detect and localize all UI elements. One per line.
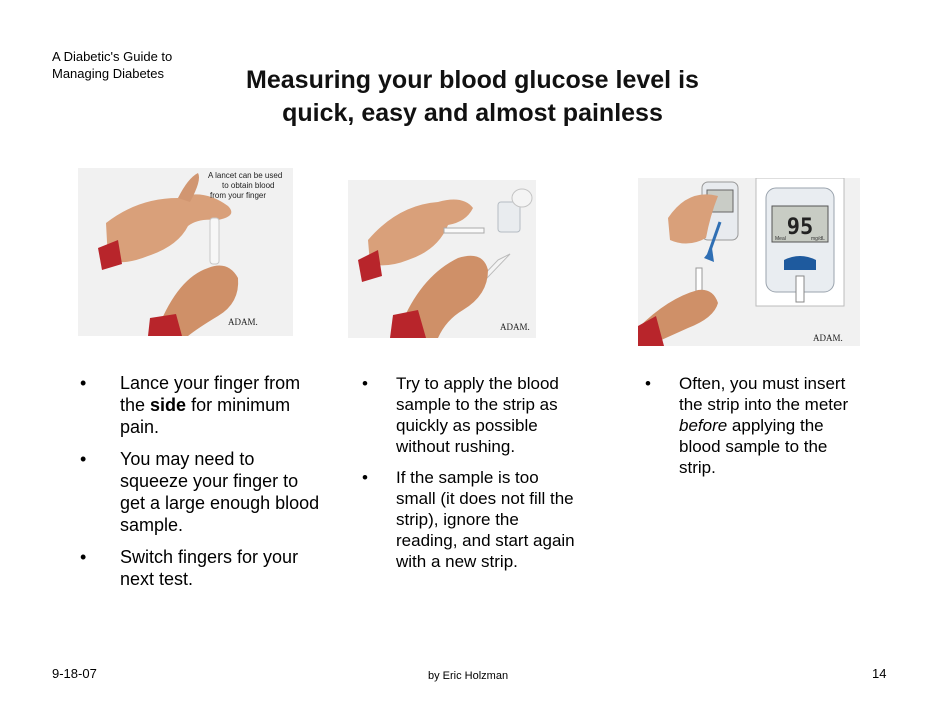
list-item: • Lance your finger from the side for minimum pain. bbox=[80, 373, 301, 437]
tips-column-1 bbox=[80, 372, 320, 600]
guide-title bbox=[52, 48, 172, 82]
adam-logo-3: ADAM. bbox=[813, 333, 843, 343]
tips-column-3 bbox=[645, 373, 855, 488]
bullet-icon: • bbox=[80, 547, 87, 567]
bullet-icon: • bbox=[362, 374, 368, 393]
tips-column-2 bbox=[362, 373, 577, 582]
emphasis-side: side bbox=[150, 395, 187, 415]
footer-author: by Eric Holzman bbox=[428, 670, 509, 682]
emphasis-before: before bbox=[679, 416, 728, 435]
apply-sample-photo bbox=[348, 180, 536, 338]
slide-title bbox=[200, 64, 745, 130]
bullet-icon: • bbox=[645, 374, 651, 393]
guide-title-line-1: A Diabetic's Guide to bbox=[52, 49, 173, 64]
slide-title-line-2: quick, easy and almost painless bbox=[282, 99, 663, 127]
bullet-icon: • bbox=[80, 373, 87, 393]
lancet-caption-line-3: from your finger bbox=[210, 191, 267, 200]
meter-label-right: mg/dL bbox=[811, 236, 825, 242]
meter-label-left: Meal bbox=[775, 236, 786, 242]
list-item: • If the sample is too small (it does not fill the strip), ignore the reading, and start again with a new strip. bbox=[362, 468, 575, 571]
meter-reading: 95 bbox=[786, 215, 814, 240]
lancet-photo bbox=[78, 168, 293, 336]
list-item: • Switch fingers for your next test. bbox=[80, 547, 299, 589]
lancet-caption-line-2: to obtain blood bbox=[222, 181, 275, 190]
adam-logo-1: ADAM. bbox=[228, 317, 258, 327]
footer-date: 9-18-07 bbox=[52, 666, 97, 681]
list-item: • Try to apply the blood sample to the strip as quickly as possible without rushing. bbox=[362, 374, 559, 456]
slide-title-line-1: Measuring your blood glucose level is bbox=[246, 66, 699, 94]
bullet-icon: • bbox=[362, 468, 368, 487]
adam-logo-2: ADAM. bbox=[500, 322, 530, 332]
list-item: • You may need to squeeze your finger to get a large enough blood sample. bbox=[80, 449, 320, 535]
bullet-icon: • bbox=[80, 449, 87, 469]
meter-photo bbox=[638, 178, 860, 346]
lancet-caption-line-1: A lancet can be used bbox=[208, 171, 283, 180]
list-item: • Often, you must insert the strip into the meter before applying the blood sample to the strip. bbox=[645, 374, 849, 477]
page-number: 14 bbox=[872, 666, 887, 681]
guide-title-line-2: Managing Diabetes bbox=[52, 66, 165, 81]
